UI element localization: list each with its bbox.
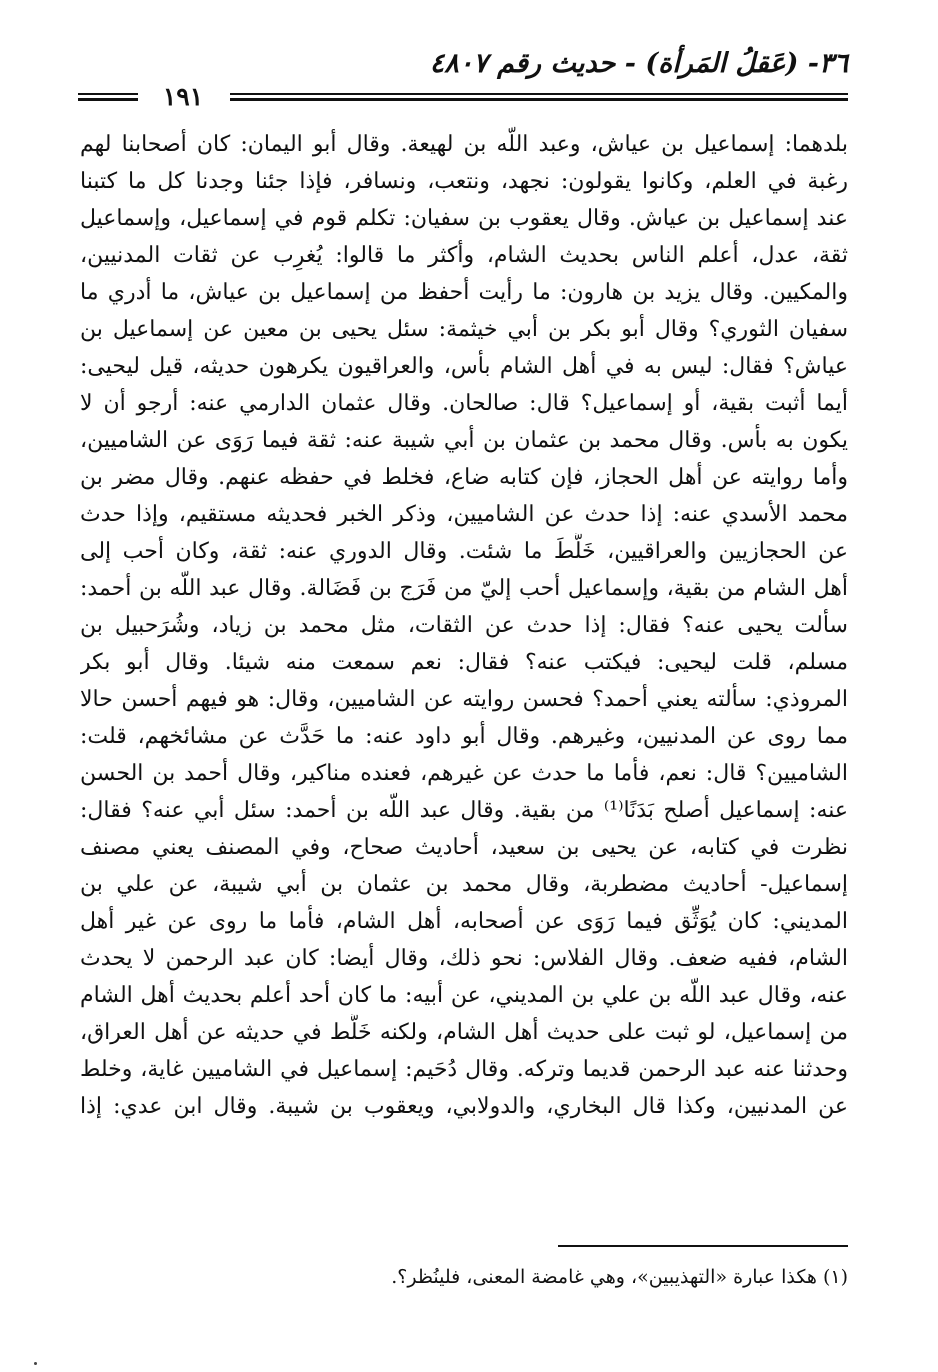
footnote: (١) هكذا عبارة «التهذيبين»، وهي غامضة المعنى، فلينُظر؟. <box>391 1266 848 1288</box>
text-line: مما روى عن المدنيين، وغيرهم. وقال أبو داود عنه: ما حَدَّث عن مشائخهم، قلت: <box>80 724 848 749</box>
text-line: سفيان الثوري؟ وقال أبو بكر بن أبي خيثمة: سئل يحيى بن معين عن إسماعيل بن <box>80 317 848 342</box>
text-line: بلدهما: إسماعيل بن عياش، وعبد اللّه بن لهيعة. وقال أبو اليمان: كان أصحابنا لهم <box>80 132 848 157</box>
page-header <box>78 46 848 116</box>
text-line: إسماعيل- أحاديث مضطربة، وقال محمد بن عثمان بن أبي شيبة، عن علي بن <box>80 872 848 897</box>
header-rule <box>230 93 848 95</box>
header-rule <box>230 98 848 101</box>
text-line: والمكيين. وقال يزيد بن هارون: ما رأيت أحفظ من إسماعيل بن عياش، ما أدري ما <box>80 280 848 305</box>
text-line: نظرت في كتابه، عن يحيى بن سعيد، أحاديث صحاح، وفي المصنف يعني مصنف <box>80 835 848 860</box>
text-line: مسلم، قلت ليحيى: فيكتب عنه؟ فقال: نعم سمعت منه شيئا. وقال أبو بكر <box>80 650 848 675</box>
text-line: ثقة، عدل، أعلم الناس بحديث الشام، وأكثر ما قالوا: يُغرِب عن ثقات المدنيين، <box>80 243 848 268</box>
running-title: ٣٦- (عَقلُ المَرأة) - حديث رقم ٤٨٠٧ <box>429 48 848 79</box>
text-line: أيما أثبت بقية، أو إسماعيل؟ قال: صالحان. وقال عثمان الدارمي عنه: أرجو أن لا <box>80 391 848 416</box>
page-number: ١٩١ <box>146 82 220 111</box>
body-text <box>80 126 848 1236</box>
text-line: وأما روايته عن أهل الحجاز، فإن كتابه ضاع، فخلط في حفظه عنهم. وقال مضر بن <box>80 465 848 490</box>
text-line: عنه، وقال عبد اللّه بن علي بن المديني، عن أبيه: ما كان أحد أعلم بحديث أهل الشام <box>80 983 848 1008</box>
text-line: سألت يحيى عنه؟ فقال: إذا حدث عن الثقات، مثل محمد بن زياد، وشُرَحبيل بن <box>80 613 848 638</box>
scan-speck <box>34 1362 37 1365</box>
text-line: المروذي: سألته يعني أحمد؟ فحسن روايته عن الشاميين، وقال: هو فيهم أحسن حالا <box>80 687 848 712</box>
text-line: عنه: إسماعيل أصلح بَدَنًا⁽¹⁾ من بقية. وقال عبد اللّه بن أحمد: سئل أبي عنه؟ فقال: <box>80 798 848 823</box>
header-rule-short <box>78 93 138 95</box>
text-line: المديني: كان يُوَثِّق فيما رَوَى عن أصحابه، أهل الشام، فأما ما روى عن غير أهل <box>80 909 848 934</box>
text-line: رغبة في العلم، وكانوا يقولون: نجهد، ونتعب، ونسافر، فإذا جئنا وجدنا كل ما كتبنا <box>80 169 848 194</box>
text-line: الشاميين؟ قال: نعم، فأما ما حدث عن غيرهم، فعنده مناكير، وقال أحمد بن الحسن <box>80 761 848 786</box>
text-line: عند إسماعيل بن عياش. وقال يعقوب بن سفيان: تكلم قوم في إسماعيل، وإسماعيل <box>80 206 848 231</box>
text-line: أهل الشام من بقية، وإسماعيل أحب إليّ من فَرَج بن فَضَالة. وقال عبد اللّه بن أحمد: <box>80 576 848 601</box>
text-line: عياش؟ فقال: ليس به في أهل الشام بأس، والعراقيون يكرهون حديثه، قيل ليحيى: <box>80 354 848 379</box>
text-line: عن الحجازيين والعراقيين، خَلَّطَ ما شئت. وقال الدوري عنه: ثقة، وكان أحب إلى <box>80 539 848 564</box>
text-line: يكون به بأس. وقال محمد بن عثمان بن أبي شيبة عنه: ثقة فيما رَوَى عن الشاميين، <box>80 428 848 453</box>
text-line: من إسماعيل، لو ثبت على حديث أهل الشام، ولكنه خَلَّط في حديثه عن أهل العراق، <box>80 1020 848 1045</box>
header-rule-short <box>78 98 138 101</box>
text-line: وحدثنا عنه عبد الرحمن قديما وتركه. وقال دُحَيم: إسماعيل في الشاميين غاية، وخلط <box>80 1057 848 1082</box>
text-line: عن المدنيين، وكذا قال البخاري، والدولابي، ويعقوب بن شيبة. وقال ابن عدي: إذا <box>80 1094 848 1119</box>
text-line: محمد الأسدي عنه: إذا حدث عن الشاميين، وذكر الخبر فحديثه مستقيم، وإذا حدث <box>80 502 848 527</box>
text-line: الشام، ففيه ضعف. وقال الفلاس: نحو ذلك، وقال أيضا: كان عبد الرحمن لا يحدث <box>80 946 848 971</box>
footnote-separator <box>558 1245 848 1247</box>
